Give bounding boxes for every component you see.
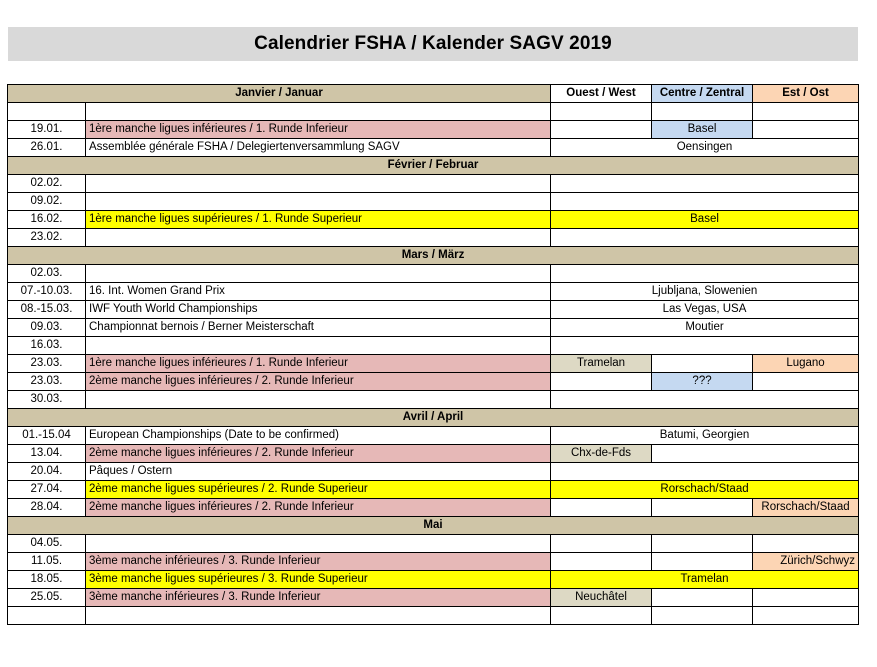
table-row	[8, 535, 859, 553]
west-cell	[551, 535, 652, 553]
west-cell: Neuchâtel	[551, 589, 652, 607]
table-row	[8, 391, 859, 409]
table-row-empty	[8, 607, 859, 625]
venue-cell: Basel	[551, 211, 859, 229]
east-cell	[753, 103, 859, 121]
table-row	[8, 193, 859, 211]
date-cell: 16.02.	[8, 211, 86, 229]
west-cell	[551, 103, 652, 121]
east-cell: Zürich/Schwyz	[753, 553, 859, 571]
date-cell: 25.05.	[8, 589, 86, 607]
centre-cell	[652, 589, 753, 607]
east-cell	[753, 373, 859, 391]
centre-cell	[652, 499, 753, 517]
venue-cell: Rorschach/Staad	[551, 481, 859, 499]
east-cell	[753, 589, 859, 607]
venue-cell	[551, 463, 859, 481]
table-row	[8, 211, 859, 229]
column-header-centre: Centre / Zentral	[652, 85, 753, 103]
west-cell	[551, 607, 652, 625]
table-row	[8, 175, 859, 193]
page-title: Calendrier FSHA / Kalender SAGV 2019	[254, 33, 612, 54]
venue-cell: Ljubljana, Slowenien	[551, 283, 859, 301]
event-cell: 3ème manche ligues supérieures / 3. Runde Superieur	[86, 571, 551, 589]
month-label: Février / Februar	[8, 157, 859, 175]
date-cell: 28.04.	[8, 499, 86, 517]
venue-cell: Moutier	[551, 319, 859, 337]
column-header-west: Ouest / West	[551, 85, 652, 103]
event-cell	[86, 391, 551, 409]
date-cell: 08.-15.03.	[8, 301, 86, 319]
event-cell	[86, 229, 551, 247]
event-cell: 2ème manche ligues inférieures / 2. Runde Inferieur	[86, 499, 551, 517]
date-cell: 02.03.	[8, 265, 86, 283]
header-row	[8, 85, 859, 103]
venue-cell: Tramelan	[551, 571, 859, 589]
venue-cell	[551, 337, 859, 355]
event-cell	[86, 265, 551, 283]
date-cell: 26.01.	[8, 139, 86, 157]
month-row-may	[8, 517, 859, 535]
west-cell: Chx-de-Fds	[551, 445, 652, 463]
table-row	[8, 499, 859, 517]
event-cell	[86, 337, 551, 355]
table-row	[8, 229, 859, 247]
event-cell	[86, 193, 551, 211]
table-row	[8, 553, 859, 571]
event-cell: 2ème manche ligues supérieures / 2. Runde Superieur	[86, 481, 551, 499]
venue-cell: Batumi, Georgien	[551, 427, 859, 445]
west-cell: Tramelan	[551, 355, 652, 373]
event-cell: Assemblée générale FSHA / Delegiertenversammlung SAGV	[86, 139, 551, 157]
centre-cell	[652, 535, 753, 553]
east-cell	[753, 607, 859, 625]
table-row	[8, 121, 859, 139]
event-cell: 3ème manche inférieures / 3. Runde Inferieur	[86, 553, 551, 571]
title-bar	[8, 27, 858, 61]
venue-cell: Oensingen	[551, 139, 859, 157]
table-row	[8, 319, 859, 337]
table-row	[8, 571, 859, 589]
date-cell	[8, 607, 86, 625]
centre-cell	[652, 607, 753, 625]
event-cell: 2ème manche ligues inférieures / 2. Runde Inferieur	[86, 445, 551, 463]
date-cell: 01.-15.04	[8, 427, 86, 445]
calendar-table	[7, 84, 859, 625]
date-cell: 09.02.	[8, 193, 86, 211]
east-cell	[753, 535, 859, 553]
venue-cell	[551, 175, 859, 193]
date-cell: 18.05.	[8, 571, 86, 589]
date-cell: 16.03.	[8, 337, 86, 355]
east-cell	[753, 121, 859, 139]
event-cell: Championnat bernois / Berner Meisterschaft	[86, 319, 551, 337]
west-cell	[551, 553, 652, 571]
centre-cell	[652, 355, 753, 373]
event-cell: 1ère manche ligues supérieures / 1. Runde Superieur	[86, 211, 551, 229]
venue-cell	[551, 193, 859, 211]
date-cell: 13.04.	[8, 445, 86, 463]
date-cell: 27.04.	[8, 481, 86, 499]
east-cell: Lugano	[753, 355, 859, 373]
date-cell: 07.-10.03.	[8, 283, 86, 301]
table-row	[8, 463, 859, 481]
table-row	[8, 373, 859, 391]
table-row	[8, 283, 859, 301]
venue-cell	[551, 391, 859, 409]
table-row	[8, 139, 859, 157]
date-cell: 09.03.	[8, 319, 86, 337]
centre-cell	[652, 553, 753, 571]
date-cell: 30.03.	[8, 391, 86, 409]
table-row	[8, 589, 859, 607]
month-label: Mars / März	[8, 247, 859, 265]
event-cell: 2ème manche ligues inférieures / 2. Runde Inferieur	[86, 373, 551, 391]
event-cell: 1ère manche ligues inférieures / 1. Runde Inferieur	[86, 121, 551, 139]
table-row	[8, 265, 859, 283]
month-row-april	[8, 409, 859, 427]
venue-cell	[551, 265, 859, 283]
date-cell: 23.03.	[8, 355, 86, 373]
event-cell: 1ère manche ligues inférieures / 1. Runde Inferieur	[86, 355, 551, 373]
venue-cell	[551, 229, 859, 247]
event-cell	[86, 607, 551, 625]
month-row-march	[8, 247, 859, 265]
event-cell	[86, 175, 551, 193]
event-cell	[86, 103, 551, 121]
date-cell: 19.01.	[8, 121, 86, 139]
centre-cell	[652, 103, 753, 121]
table-row	[8, 427, 859, 445]
event-cell: 3ème manche inférieures / 3. Runde Inferieur	[86, 589, 551, 607]
west-cell	[551, 373, 652, 391]
venue-cell: Las Vegas, USA	[551, 301, 859, 319]
date-cell: 02.02.	[8, 175, 86, 193]
event-cell: 16. Int. Women Grand Prix	[86, 283, 551, 301]
east-cell: Rorschach/Staad	[753, 499, 859, 517]
month-header-january: Janvier / Januar	[8, 85, 551, 103]
centre-east-cell	[652, 445, 859, 463]
month-label: Mai	[8, 517, 859, 535]
date-cell: 23.02.	[8, 229, 86, 247]
month-row-february	[8, 157, 859, 175]
table-row-empty	[8, 103, 859, 121]
event-cell: Pâques / Ostern	[86, 463, 551, 481]
event-cell: IWF Youth World Championships	[86, 301, 551, 319]
table-row	[8, 301, 859, 319]
event-cell: European Championships (Date to be confirmed)	[86, 427, 551, 445]
table-row	[8, 355, 859, 373]
date-cell: 23.03.	[8, 373, 86, 391]
date-cell: 04.05.	[8, 535, 86, 553]
table-row	[8, 337, 859, 355]
centre-cell: Basel	[652, 121, 753, 139]
column-header-east: Est / Ost	[753, 85, 859, 103]
table-row	[8, 481, 859, 499]
month-label: Avril / April	[8, 409, 859, 427]
west-cell	[551, 499, 652, 517]
date-cell	[8, 103, 86, 121]
date-cell: 20.04.	[8, 463, 86, 481]
centre-cell: ???	[652, 373, 753, 391]
west-cell	[551, 121, 652, 139]
event-cell	[86, 535, 551, 553]
table-row	[8, 445, 859, 463]
date-cell: 11.05.	[8, 553, 86, 571]
